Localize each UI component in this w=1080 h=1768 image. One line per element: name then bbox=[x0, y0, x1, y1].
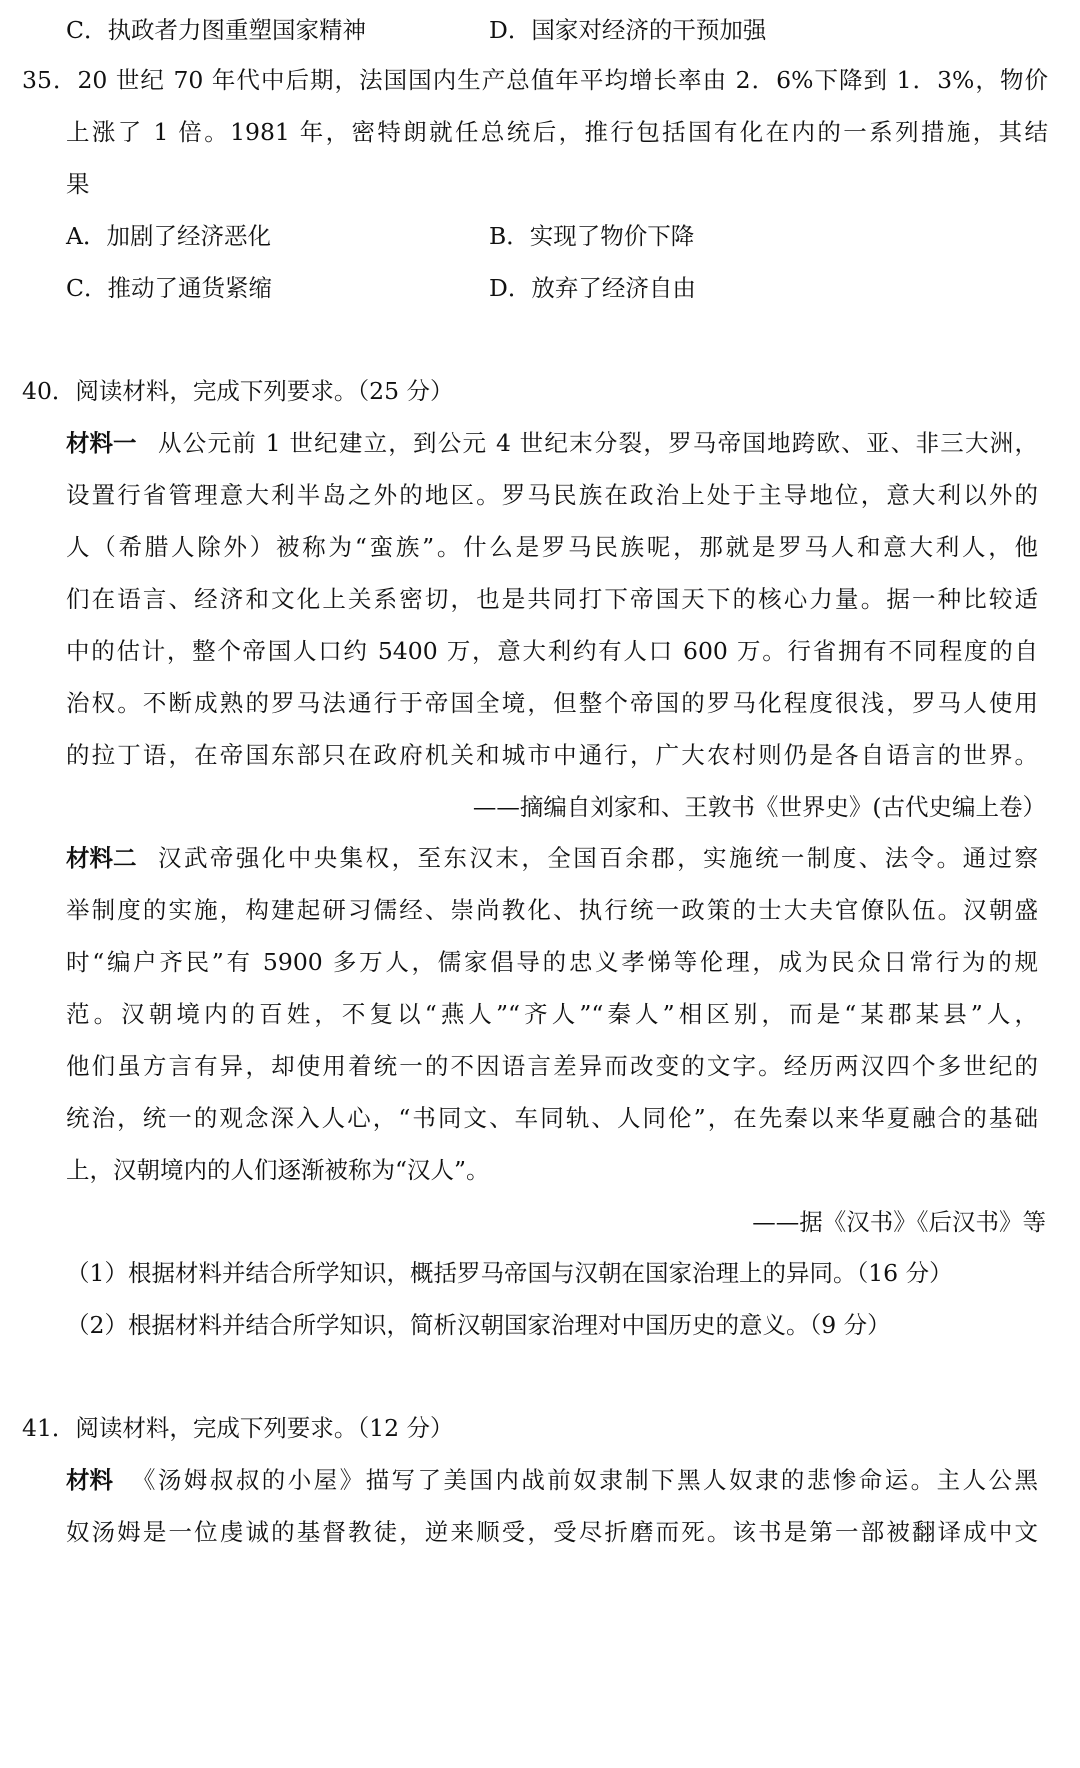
q40-material-2-line-3: 时“编户齐民”有 5900 多万人，儒家倡导的忠义孝悌等伦理，成为民众日常行为的规 bbox=[66, 948, 1038, 976]
q40-material-2-line-5: 他们虽方言有异，却使用着统一的不因语言差异而改变的文字。经历两汉四个多世纪的 bbox=[66, 1052, 1038, 1080]
q40-material-2-line-4: 范。汉朝境内的百姓，不复以“燕人”“齐人”“秦人”相区别，而是“某郡某县”人， bbox=[66, 1000, 1038, 1028]
q35-option-c: C．推动了通货紧缩 bbox=[66, 274, 272, 302]
q34-option-c: C．执政者力图重塑国家精神 bbox=[66, 16, 366, 44]
q35-option-d: D．放弃了经济自由 bbox=[489, 274, 696, 302]
q40-material-2-source: ——据《汉书》《后汉书》等 bbox=[752, 1208, 1046, 1236]
q41-material-line-1: 《汤姆叔叔的小屋》描写了美国内战前奴隶制下黑人奴隶的悲惨命运。主人公黑 bbox=[132, 1466, 1038, 1494]
q34-option-d: D．国家对经济的干预加强 bbox=[489, 16, 767, 44]
q35-stem-line-1: 35．20 世纪 70 年代中后期，法国国内生产总值年平均增长率由 2．6%下降到 1．3%，物价 bbox=[22, 66, 1048, 94]
q35-stem-line-3: 果 bbox=[66, 170, 90, 198]
q40-material-1-label: 材料一 bbox=[66, 429, 137, 457]
q40-material-1-source: ——摘编自刘家和、王敦书《世界史》(古代史编上卷） bbox=[472, 793, 1046, 821]
q41-heading: 41．阅读材料，完成下列要求。（12 分） bbox=[22, 1414, 454, 1442]
q40-requirement-1: （1）根据材料并结合所学知识，概括罗马帝国与汉朝在国家治理上的异同。（16 分） bbox=[66, 1259, 953, 1287]
q40-material-2-line-1: 汉武帝强化中央集权，至东汉末，全国百余郡，实施统一制度、法令。通过察 bbox=[158, 844, 1038, 872]
q40-material-2-line-2: 举制度的实施，构建起研习儒经、崇尚教化、执行统一政策的士大夫官僚队伍。汉朝盛 bbox=[66, 896, 1038, 924]
q40-material-1-line-1: 从公元前 1 世纪建立，到公元 4 世纪末分裂，罗马帝国地跨欧、亚、非三大洲， bbox=[158, 429, 1038, 457]
q40-material-1-line-4: 们在语言、经济和文化上关系密切，也是共同打下帝国天下的核心力量。据一种比较适 bbox=[66, 585, 1038, 613]
q41-material-label: 材料 bbox=[66, 1466, 113, 1494]
q40-requirement-2: （2）根据材料并结合所学知识，简析汉朝国家治理对中国历史的意义。（9 分） bbox=[66, 1311, 891, 1339]
q40-material-2-line-6: 统治，统一的观念深入人心，“书同文、车同轨、人同伦”，在先秦以来华夏融合的基础 bbox=[66, 1104, 1038, 1132]
q40-material-1-line-3: 人（希腊人除外）被称为“蛮族”。什么是罗马民族呢，那就是罗马人和意大利人，他 bbox=[66, 533, 1038, 561]
q35-option-a: A．加剧了经济恶化 bbox=[66, 222, 271, 250]
q41-material-line-2: 奴汤姆是一位虔诚的基督教徒，逆来顺受，受尽折磨而死。该书是第一部被翻译成中文 bbox=[66, 1518, 1038, 1546]
q40-heading: 40．阅读材料，完成下列要求。（25 分） bbox=[22, 377, 454, 405]
q40-material-1-line-6: 治权。不断成熟的罗马法通行于帝国全境，但整个帝国的罗马化程度很浅，罗马人使用 bbox=[66, 689, 1038, 717]
q40-material-1-line-7: 的拉丁语，在帝国东部只在政府机关和城市中通行，广大农村则仍是各自语言的世界。 bbox=[66, 741, 1038, 769]
q40-material-2-label: 材料二 bbox=[66, 844, 137, 872]
q35-option-b: B．实现了物价下降 bbox=[489, 222, 695, 250]
q40-material-2-line-7: 上，汉朝境内的人们逐渐被称为“汉人”。 bbox=[66, 1156, 490, 1184]
q40-material-1-line-2: 设置行省管理意大利半岛之外的地区。罗马民族在政治上处于主导地位，意大利以外的 bbox=[66, 481, 1038, 509]
q35-stem-line-2: 上涨了 1 倍。1981 年，密特朗就任总统后，推行包括国有化在内的一系列措施，其结 bbox=[66, 118, 1048, 146]
q40-material-1-line-5: 中的估计，整个帝国人口约 5400 万，意大利约有人口 600 万。行省拥有不同程度的自 bbox=[66, 637, 1038, 665]
